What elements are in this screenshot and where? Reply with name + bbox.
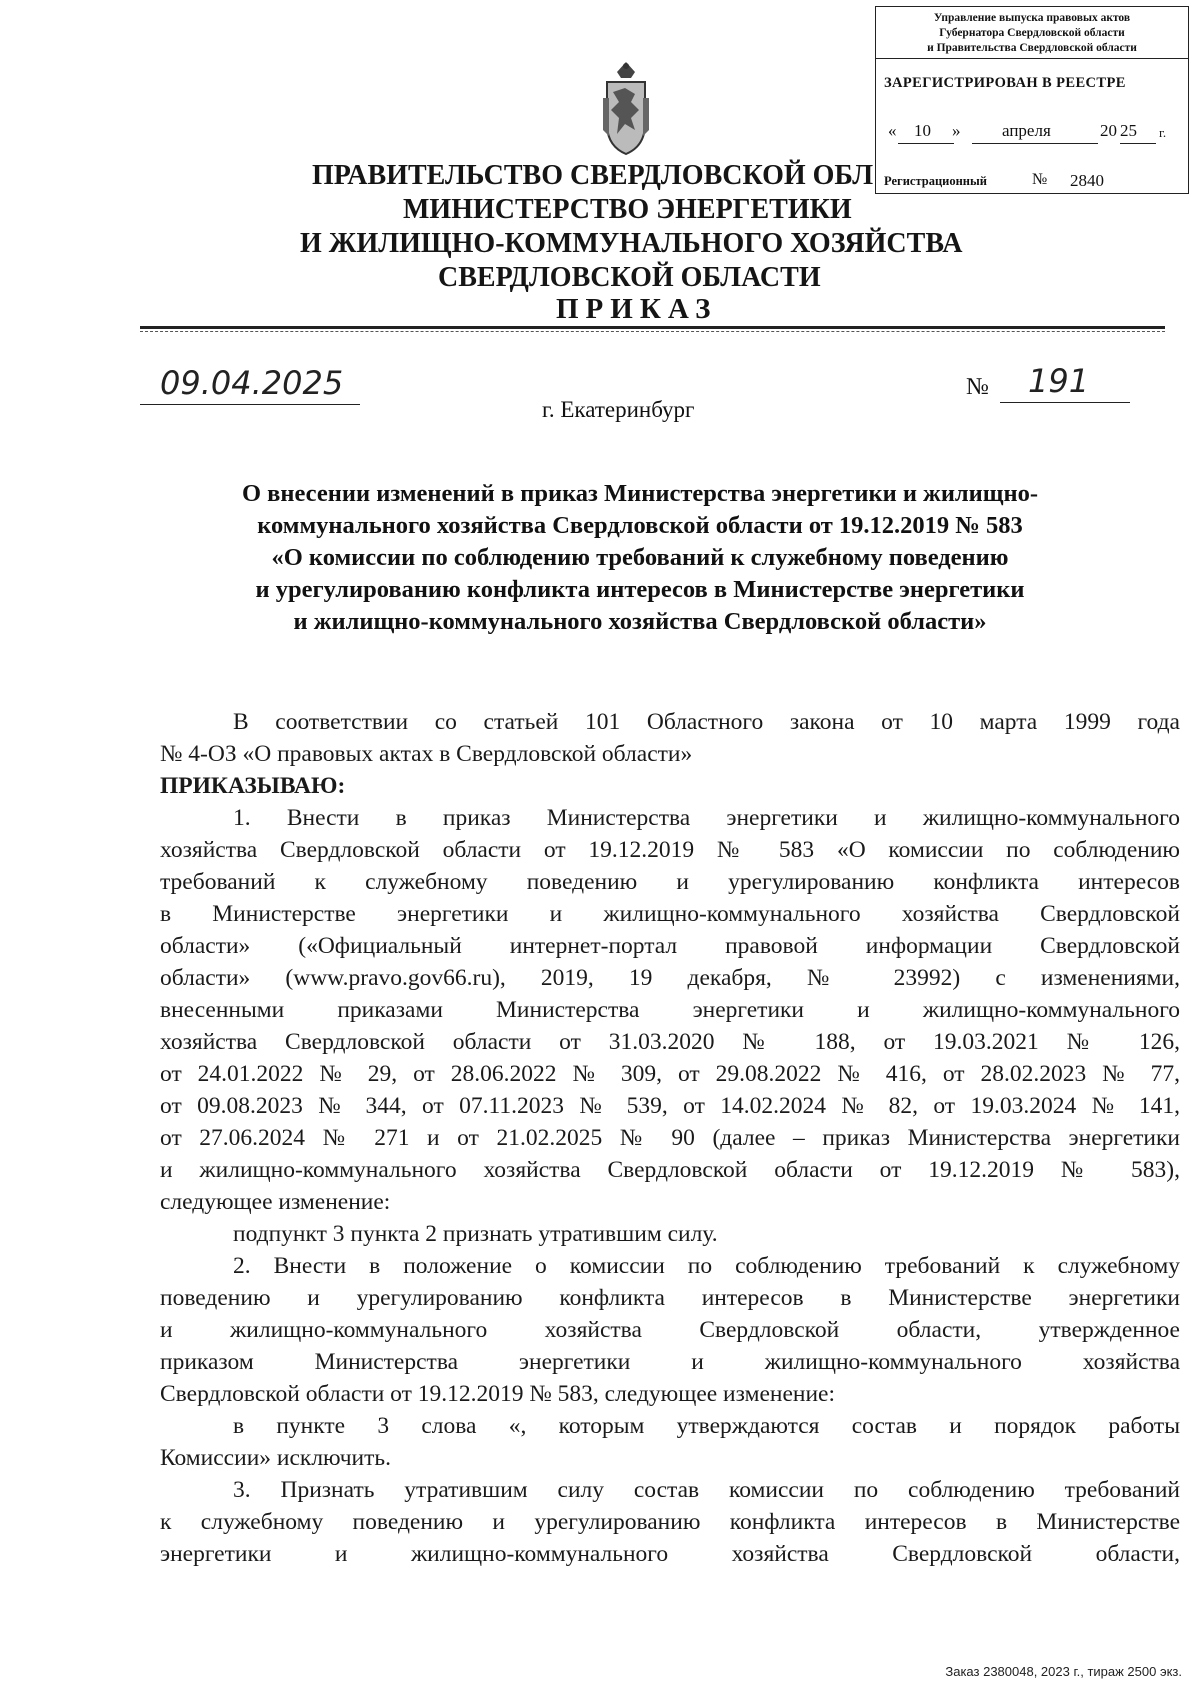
registration-stamp: [875, 6, 1189, 194]
stamp-date-line: [884, 121, 1180, 145]
stamp-header-line: Губернатора Свердловской области: [939, 27, 1125, 39]
body-line: хозяйства Свердловской области от 19.12.2019 № 583 «О комиссии по соблюдению: [160, 837, 1180, 863]
header-divider-dashed: [140, 331, 1165, 332]
stamp-open-quote: «: [888, 121, 897, 140]
number-sign: №: [966, 374, 989, 400]
body-line: и жилищно-коммунального хозяйства Свердловской области, утвержденное: [160, 1317, 1180, 1343]
order-directive: ПРИКАЗЫВАЮ:: [160, 773, 346, 799]
body-line: хозяйства Свердловской области от 31.03.2020 № 188, от 19.03.2021 № 126,: [160, 1029, 1180, 1055]
header-government: ПРАВИТЕЛЬСТВО СВЕРДЛОВСКОЙ ОБЛ: [312, 160, 874, 191]
body-line: области» (www.pravo.gov66.ru), 2019, 19 декабря, № 23992) с изменениями,: [160, 965, 1180, 991]
coat-of-arms-icon: [601, 58, 651, 158]
body-line: к служебному поведению и урегулированию конфликта интересов в Министерстве: [160, 1509, 1180, 1535]
body-line: внесенными приказами Министерства энергетики и жилищно-коммунального: [160, 997, 1180, 1023]
body-line: В соответствии со статьей 101 Областного закона от 10 марта 1999 года: [233, 709, 1180, 735]
stamp-header-line: Управление выпуска правовых актов: [933, 12, 1131, 24]
header-ministry-cont: И ЖИЛИЩНО-КОММУНАЛЬНОГО ХОЗЯЙСТВА: [300, 228, 963, 259]
stamp-number-sign: №: [1032, 171, 1048, 188]
body-line: от 09.08.2023 № 344, от 07.11.2023 № 539, от 14.02.2024 № 82, от 19.03.2024 № 141,: [160, 1093, 1180, 1119]
body-line: Комиссии» исключить.: [160, 1445, 391, 1471]
body-line: в Министерстве энергетики и жилищно-коммунального хозяйства Свердловской: [160, 901, 1180, 927]
body-line: и жилищно-коммунального хозяйства Свердловской области от 19.12.2019 № 583),: [160, 1157, 1180, 1183]
body-line: в пункте 3 слова «, которым утверждаются состав и порядок работы: [233, 1413, 1180, 1439]
doc-type-title: ПРИКАЗ: [556, 293, 718, 325]
order-date: 09.04.2025: [160, 364, 344, 402]
body-line: требований к служебному поведению и урегулированию конфликта интересов: [160, 869, 1180, 895]
body-line: приказом Министерства энергетики и жилищно-коммунального хозяйства: [160, 1349, 1180, 1375]
print-footer: Заказ 2380048, 2023 г., тираж 2500 экз.: [945, 1664, 1182, 1679]
body-line: 3. Признать утратившим силу состав комиссии по соблюдению требований: [233, 1477, 1180, 1503]
stamp-year-prefix: 20: [1100, 121, 1117, 140]
body-line: № 4-ОЗ «О правовых актах в Свердловской области»: [160, 741, 693, 767]
city: г. Екатеринбург: [542, 397, 695, 422]
stamp-year-abbr: г.: [1159, 125, 1167, 140]
body-line: подпункт 3 пункта 2 признать утратившим силу.: [233, 1221, 718, 1247]
stamp-close-quote: »: [952, 121, 961, 140]
title-line: О внесении изменений в приказ Министерства энергетики и жилищно-: [241, 480, 1039, 507]
title-line: и жилищно-коммунального хозяйства Свердловской области»: [293, 608, 987, 635]
stamp-number-line: [884, 171, 1180, 195]
title-line: и урегулированию конфликта интересов в Министерстве энергетики: [255, 576, 1025, 603]
stamp-reg-label: Регистрационный: [884, 174, 987, 188]
order-number: 191: [1028, 362, 1090, 400]
number-underline: [1000, 402, 1130, 403]
date-underline: [140, 404, 360, 405]
body-line: от 27.06.2024 № 271 и от 21.02.2025 № 90 (далее – приказ Министерства энергетики: [160, 1125, 1180, 1151]
header-ministry: МИНИСТЕРСТВО ЭНЕРГЕТИКИ: [403, 194, 852, 225]
header-region: СВЕРДЛОВСКОЙ ОБЛАСТИ: [438, 262, 821, 293]
body-line: области» («Официальный интернет-портал правовой информации Свердловской: [160, 933, 1180, 959]
body-line: энергетики и жилищно-коммунального хозяйства Свердловской области,: [160, 1541, 1180, 1567]
stamp-reg-number: 2840: [1070, 171, 1104, 190]
stamp-day: 10: [914, 121, 931, 140]
stamp-year-suffix: 25: [1120, 121, 1137, 140]
body-line: от 24.01.2022 № 29, от 28.06.2022 № 309, от 29.08.2022 № 416, от 28.02.2023 № 77,: [160, 1061, 1180, 1087]
title-line: коммунального хозяйства Свердловской области от 19.12.2019 № 583: [257, 512, 1023, 539]
title-line: «О комиссии по соблюдению требований к служебному поведению: [271, 544, 1009, 571]
header-divider: [140, 326, 1165, 329]
order-title: [160, 478, 1120, 638]
body-line: 1. Внести в приказ Министерства энергетики и жилищно-коммунального: [233, 805, 1180, 831]
stamp-header-line: и Правительства Свердловской области: [927, 42, 1137, 54]
body-line: Свердловской области от 19.12.2019 № 583, следующее изменение:: [160, 1381, 836, 1407]
stamp-month: апреля: [1002, 121, 1051, 140]
body-line: 2. Внести в положение о комиссии по соблюдению требований к служебному: [233, 1253, 1180, 1279]
body-line: поведению и урегулированию конфликта интересов в Министерстве энергетики: [160, 1285, 1180, 1311]
body-line: следующее изменение:: [160, 1189, 391, 1215]
stamp-registered-label: ЗАРЕГИСТРИРОВАН В РЕЕСТРЕ: [884, 75, 1126, 91]
stamp-header: [876, 7, 1188, 59]
